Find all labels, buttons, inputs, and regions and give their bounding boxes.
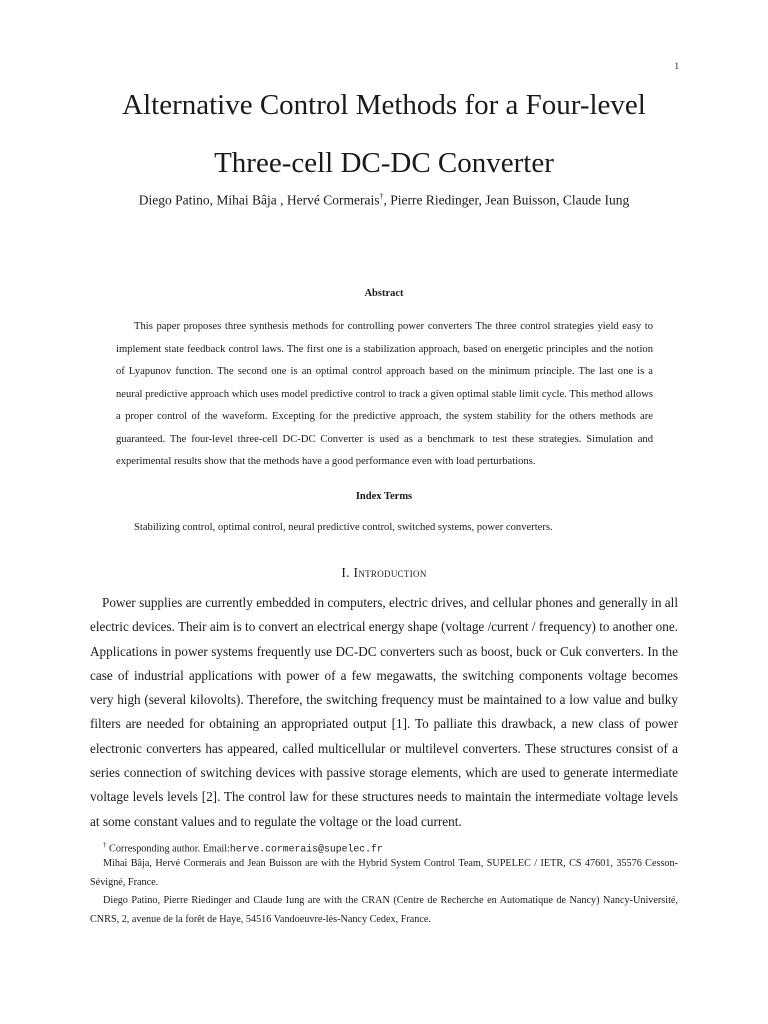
title-line-2: Three-cell DC-DC Converter: [214, 147, 554, 179]
dagger-mark: †: [379, 192, 384, 201]
footnote-dagger: †: [103, 841, 107, 849]
authors-first: Diego Patino, Mihai Bâja , Hervé Cormerais: [138, 192, 380, 208]
index-terms-text: Stabilizing control, optimal control, neural predictive control, switched systems, power converters.: [134, 522, 553, 533]
footnote-affiliation-2: Diego Patino, Pierre Riedinger and Claude Iung are with the CRAN (Centre de Recherche en Automatique de Nancy) Nancy-Université, CNRS, 2, avenue de la forêt de Haye, 54516 Vandoeuvre-lès-Nancy Cedex, France.: [90, 895, 678, 925]
index-terms-heading: Index Terms: [355, 491, 413, 502]
footnote-affiliation-1: Mihai Bâja, Hervé Cormerais and Jean Buisson are with the Hybrid System Control Team, SUPELEC / IETR, CS 47601, 35576 Cesson-Sévigné, France.: [90, 858, 678, 888]
section-heading-introduction: [0, 565, 768, 581]
paper-title: [0, 76, 768, 192]
authors-rest: , Pierre Riedinger, Jean Buisson, Claude Iung: [383, 192, 630, 208]
section-number: I.: [341, 565, 354, 580]
author-list: [0, 192, 768, 209]
author-email: herve.cormerais@supelec.fr: [229, 843, 383, 855]
introduction-paragraph: Power supplies are currently embedded in computers, electric drives, and cellular phones and generally in all electric devices. Their aim is to convert an electrical energy shape (voltage /current / frequency) to another one. Applications in power systems frequently use DC-DC converters such as boost, buck or Cuk converters. In the case of industrial applications with power of a few megawatts, the switching components voltage becomes very high (several kilovolts). Therefore, the switching frequency must be maintained to a low value and bulky filters are needed for obtaining an appropriated output [1]. To palliate this drawback, a new class of power electronic converters has appeared, called multicellular or multilevel converters. These structures consist of a series connection of switching devices with passive storage elements, which are used to generate intermediate voltage levels levels [2]. The control law for these structures needs to maintain the intermediate voltage levels at some constant values and to regulate the voltage or the load current.: [90, 595, 678, 829]
page-number: 1: [674, 61, 679, 71]
footnote-label: Corresponding author. Email:: [106, 843, 230, 855]
section-title: Introduction: [353, 565, 427, 580]
title-line-1: Alternative Control Methods for a Four-level: [122, 89, 646, 121]
abstract-text: This paper proposes three synthesis methods for controlling power converters The three control strategies yield easy to implement state feedback control laws. The first one is a stabilization approach, based on energetic principles and the notion of Lyapunov function. The second one is an optimal control approach based on the minimum principle. The last one is a neural predictive approach which uses model predictive control to track a given optimal stable limit cycle. This method allows a proper control of the waveform. Excepting for the predictive approach, the system stability for the others methods are guaranteed. The four-level three-cell DC-DC Converter is used as a benchmark to test these strategies. Simulation and experimental results show that the methods have a good performance even with load perturbations.: [116, 321, 653, 467]
abstract-heading: Abstract: [364, 288, 404, 299]
